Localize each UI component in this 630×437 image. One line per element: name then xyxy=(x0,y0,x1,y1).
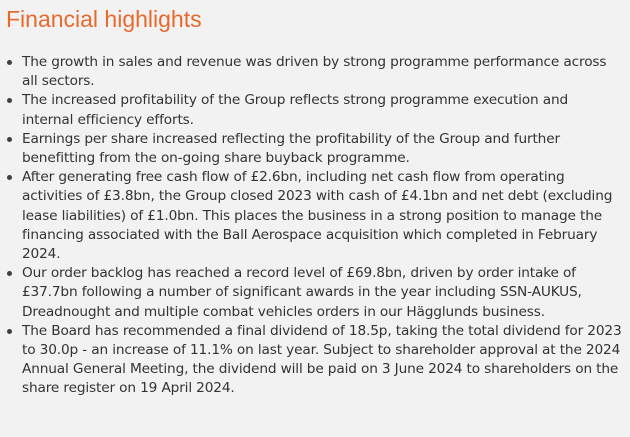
highlights-list xyxy=(0,53,630,399)
highlight-dividend: The Board has recommended a final dividend of 18.5p, taking the total dividend for 2023 to 30.0p - an increase of 11.1% on last year. Subject to shareholder approval at the 2024 Annual General Meeting, the dividend will be paid on 3 June 2024 to shareholders on the share register on 19 April 2024. xyxy=(0,322,630,399)
highlight-profitability: The increased profitability of the Group reflects strong programme execution and internal efficiency efforts. xyxy=(0,91,630,129)
highlight-order-backlog: Our order backlog has reached a record level of £69.8bn, driven by order intake of £37.7bn following a number of significant awards in the year including SSN-AUKUS, Dreadnought and multiple combat vehicles orders in our Hägglunds business. xyxy=(0,264,630,322)
highlight-cash-flow: After generating free cash flow of £2.6bn, including net cash flow from operating activities of £3.8bn, the Group closed 2023 with cash of £4.1bn and net debt (excluding lease liabilities) of £1.0bn. This places the business in a strong position to manage the financing associated with the Ball Aerospace acquisition which completed in February 2024. xyxy=(0,168,630,264)
highlight-growth: The growth in sales and revenue was driven by strong programme performance across all sectors. xyxy=(0,53,630,91)
highlight-earnings-per-share: Earnings per share increased reflecting the profitability of the Group and further benefitting from the on-going share buyback programme. xyxy=(0,130,630,168)
page-title: Financial highlights xyxy=(6,6,202,32)
